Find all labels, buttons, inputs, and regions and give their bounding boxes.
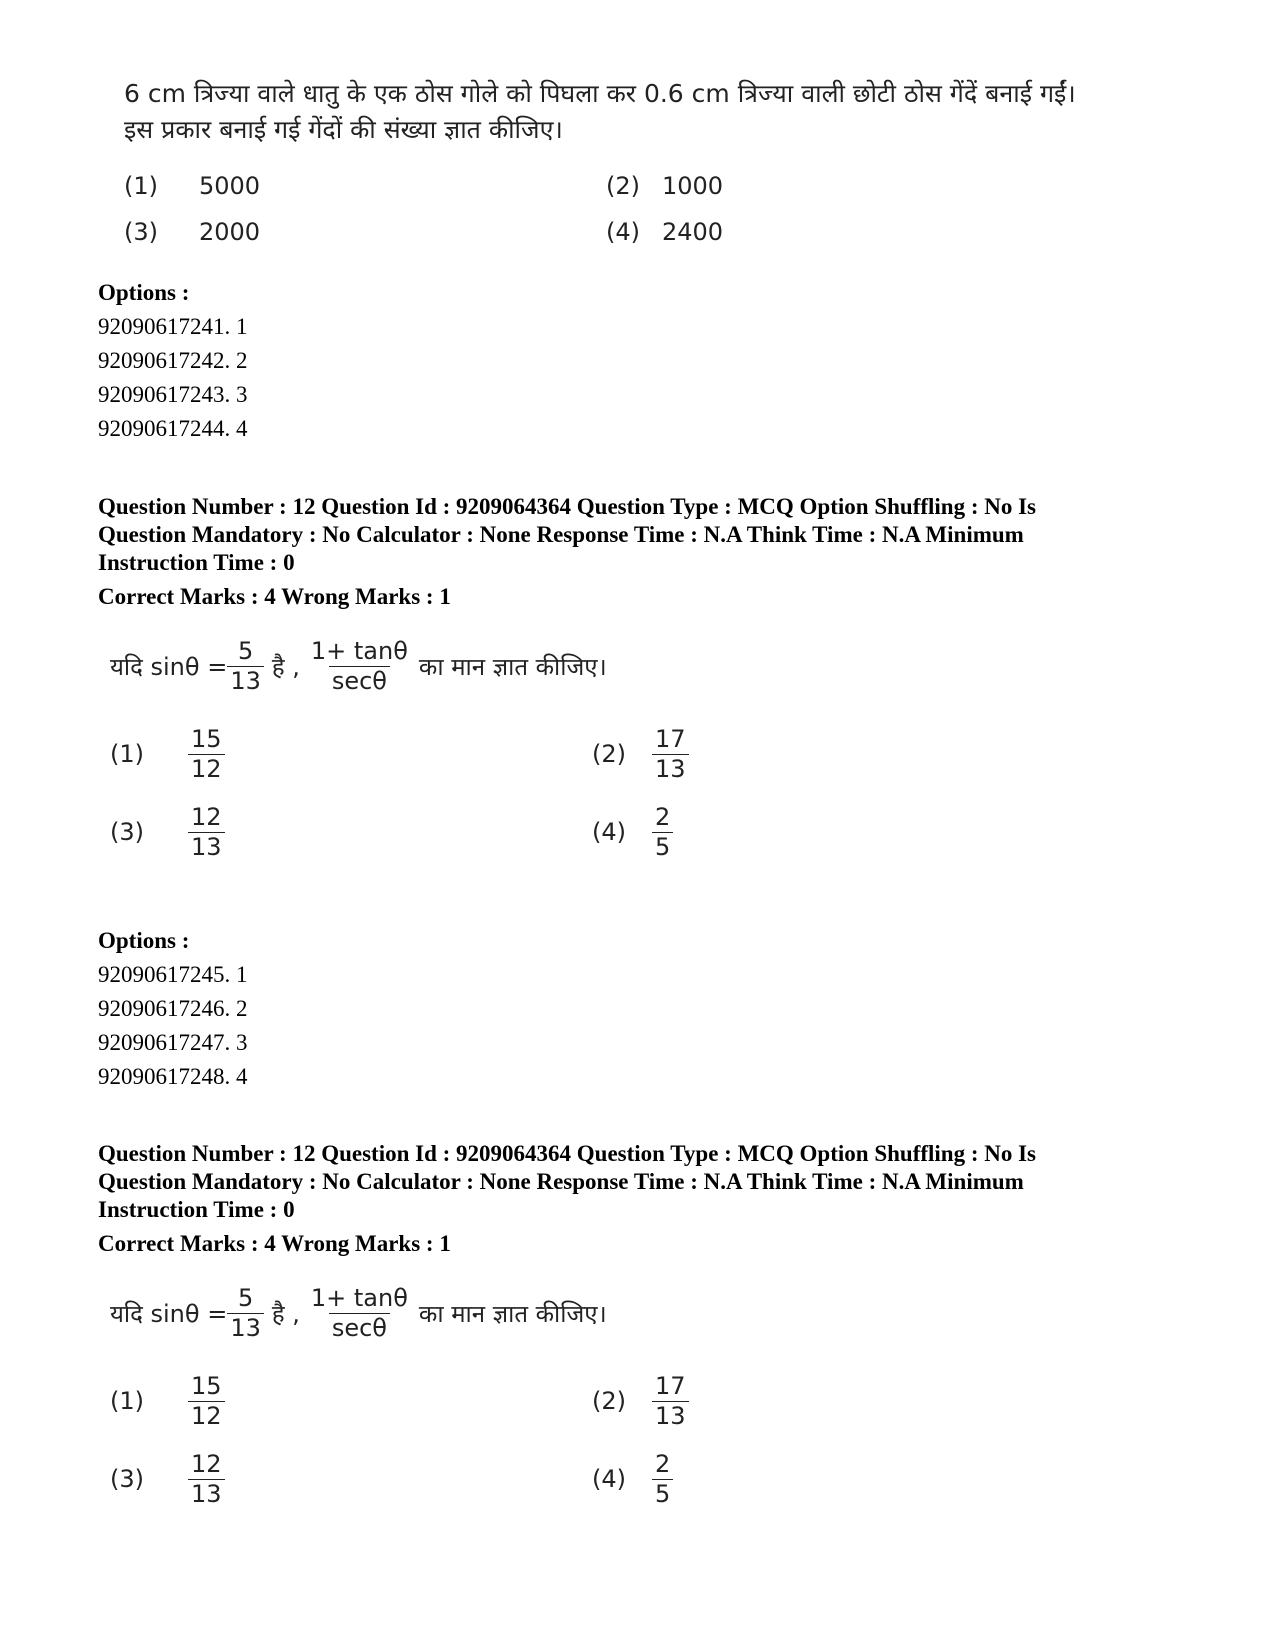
choice-1 bbox=[110, 1372, 225, 1431]
numerator: 1+ tanθ bbox=[310, 637, 408, 665]
option-item: 92090617244. 4 bbox=[98, 416, 248, 441]
choice-4 bbox=[592, 1450, 673, 1509]
choice-number: (1) bbox=[110, 740, 144, 769]
choice-number: (4) bbox=[592, 818, 626, 847]
choice-value: 2400 bbox=[662, 218, 724, 246]
denominator: 12 bbox=[188, 754, 225, 784]
question-prefix: यदि sinθ = bbox=[110, 1299, 228, 1328]
marks-line: Correct Marks : 4 Wrong Marks : 1 bbox=[98, 584, 451, 609]
denominator: 13 bbox=[652, 1401, 689, 1431]
numerator: 15 bbox=[191, 725, 222, 753]
choice-3 bbox=[110, 803, 225, 862]
numerator: 2 bbox=[655, 803, 671, 831]
numerator: 5 bbox=[237, 1284, 254, 1312]
choice-value: 5000 bbox=[199, 172, 261, 200]
fraction-sin bbox=[227, 637, 264, 696]
choice-fraction bbox=[188, 725, 225, 784]
choice-number: (4) bbox=[606, 218, 640, 246]
options-list bbox=[98, 924, 248, 1094]
choice-4 bbox=[592, 803, 673, 862]
numerator: 15 bbox=[191, 1372, 222, 1400]
fraction-expression bbox=[308, 637, 411, 696]
choice-fraction bbox=[652, 1450, 673, 1509]
options-title: Options : bbox=[98, 928, 190, 953]
option-item: 92090617242. 2 bbox=[98, 348, 248, 373]
numerator: 17 bbox=[655, 1372, 686, 1400]
question-suffix: का मान ज्ञात कीजिए। bbox=[418, 652, 607, 681]
denominator: secθ bbox=[329, 666, 390, 696]
numerator: 17 bbox=[655, 725, 686, 753]
denominator: 13 bbox=[652, 754, 689, 784]
denominator: 5 bbox=[652, 1479, 673, 1509]
question-text-line: इस प्रकार बनाई गई गेंदों की संख्या ज्ञात कीजिए। bbox=[124, 115, 563, 144]
choice-number: (1) bbox=[110, 1387, 144, 1416]
choice-1 bbox=[110, 725, 225, 784]
fraction-expression bbox=[308, 1284, 411, 1343]
choice-number: (3) bbox=[110, 818, 144, 847]
option-item: 92090617248. 4 bbox=[98, 1064, 248, 1089]
numerator: 5 bbox=[237, 637, 254, 665]
meta-line: Question Mandatory : No Calculator : None Response Time : N.A Think Time : N.A Minimum bbox=[98, 522, 1024, 547]
choice-3 bbox=[110, 1450, 225, 1509]
meta-line: Instruction Time : 0 bbox=[98, 550, 295, 575]
meta-line: Question Number : 12 Question Id : 9209064364 Question Type : MCQ Option Shuffling : No Is bbox=[98, 1141, 1037, 1166]
choice-number: (2) bbox=[606, 172, 640, 200]
choice-2 bbox=[592, 1372, 689, 1431]
choice-value: 1000 bbox=[662, 172, 724, 200]
denominator: 13 bbox=[227, 666, 264, 696]
question-12-text bbox=[110, 637, 607, 696]
denominator: 12 bbox=[188, 1401, 225, 1431]
option-item: 92090617245. 1 bbox=[98, 962, 248, 987]
choice-number: (3) bbox=[110, 1465, 144, 1494]
choice-number: (2) bbox=[592, 1387, 626, 1416]
denominator: 13 bbox=[188, 1479, 225, 1509]
meta-line: Question Number : 12 Question Id : 9209064364 Question Type : MCQ Option Shuffling : No Is bbox=[98, 494, 1037, 519]
question-mid: है , bbox=[271, 1299, 300, 1328]
marks-line: Correct Marks : 4 Wrong Marks : 1 bbox=[98, 1231, 451, 1256]
choice-fraction bbox=[652, 725, 689, 784]
denominator: secθ bbox=[329, 1313, 390, 1343]
choice-number: (1) bbox=[124, 172, 158, 200]
choice-fraction bbox=[188, 803, 225, 862]
choice-fraction bbox=[188, 1450, 225, 1509]
fraction-sin bbox=[227, 1284, 264, 1343]
denominator: 5 bbox=[652, 832, 673, 862]
question-12-text bbox=[110, 1284, 607, 1343]
numerator: 12 bbox=[191, 1450, 222, 1478]
question-12-meta bbox=[98, 493, 1158, 611]
meta-line: Instruction Time : 0 bbox=[98, 1197, 295, 1222]
denominator: 13 bbox=[188, 832, 225, 862]
numerator: 12 bbox=[191, 803, 222, 831]
numerator: 2 bbox=[655, 1450, 671, 1478]
question-12-meta bbox=[98, 1140, 1158, 1258]
question-prefix: यदि sinθ = bbox=[110, 652, 228, 681]
choice-value: 2000 bbox=[199, 218, 261, 246]
option-item: 92090617243. 3 bbox=[98, 382, 248, 407]
option-item: 92090617246. 2 bbox=[98, 996, 248, 1021]
option-item: 92090617247. 3 bbox=[98, 1030, 248, 1055]
options-list bbox=[98, 276, 248, 446]
option-item: 92090617241. 1 bbox=[98, 314, 248, 339]
denominator: 13 bbox=[227, 1313, 264, 1343]
question-11-text bbox=[124, 76, 1134, 148]
options-title: Options : bbox=[98, 280, 190, 305]
question-mid: है , bbox=[271, 652, 300, 681]
question-text-line: 6 cm त्रिज्या वाले धातु के एक ठोस गोले को पिघला कर 0.6 cm त्रिज्या वाली छोटी ठोस गेंदें बनाई गईं। bbox=[124, 79, 1076, 108]
numerator: 1+ tanθ bbox=[310, 1284, 408, 1312]
choice-number: (2) bbox=[592, 740, 626, 769]
question-suffix: का मान ज्ञात कीजिए। bbox=[418, 1299, 607, 1328]
choice-number: (3) bbox=[124, 218, 158, 246]
choice-fraction bbox=[652, 803, 673, 862]
choice-2 bbox=[592, 725, 689, 784]
choice-number: (4) bbox=[592, 1465, 626, 1494]
choice-fraction bbox=[652, 1372, 689, 1431]
choice-fraction bbox=[188, 1372, 225, 1431]
meta-line: Question Mandatory : No Calculator : None Response Time : N.A Think Time : N.A Minimum bbox=[98, 1169, 1024, 1194]
